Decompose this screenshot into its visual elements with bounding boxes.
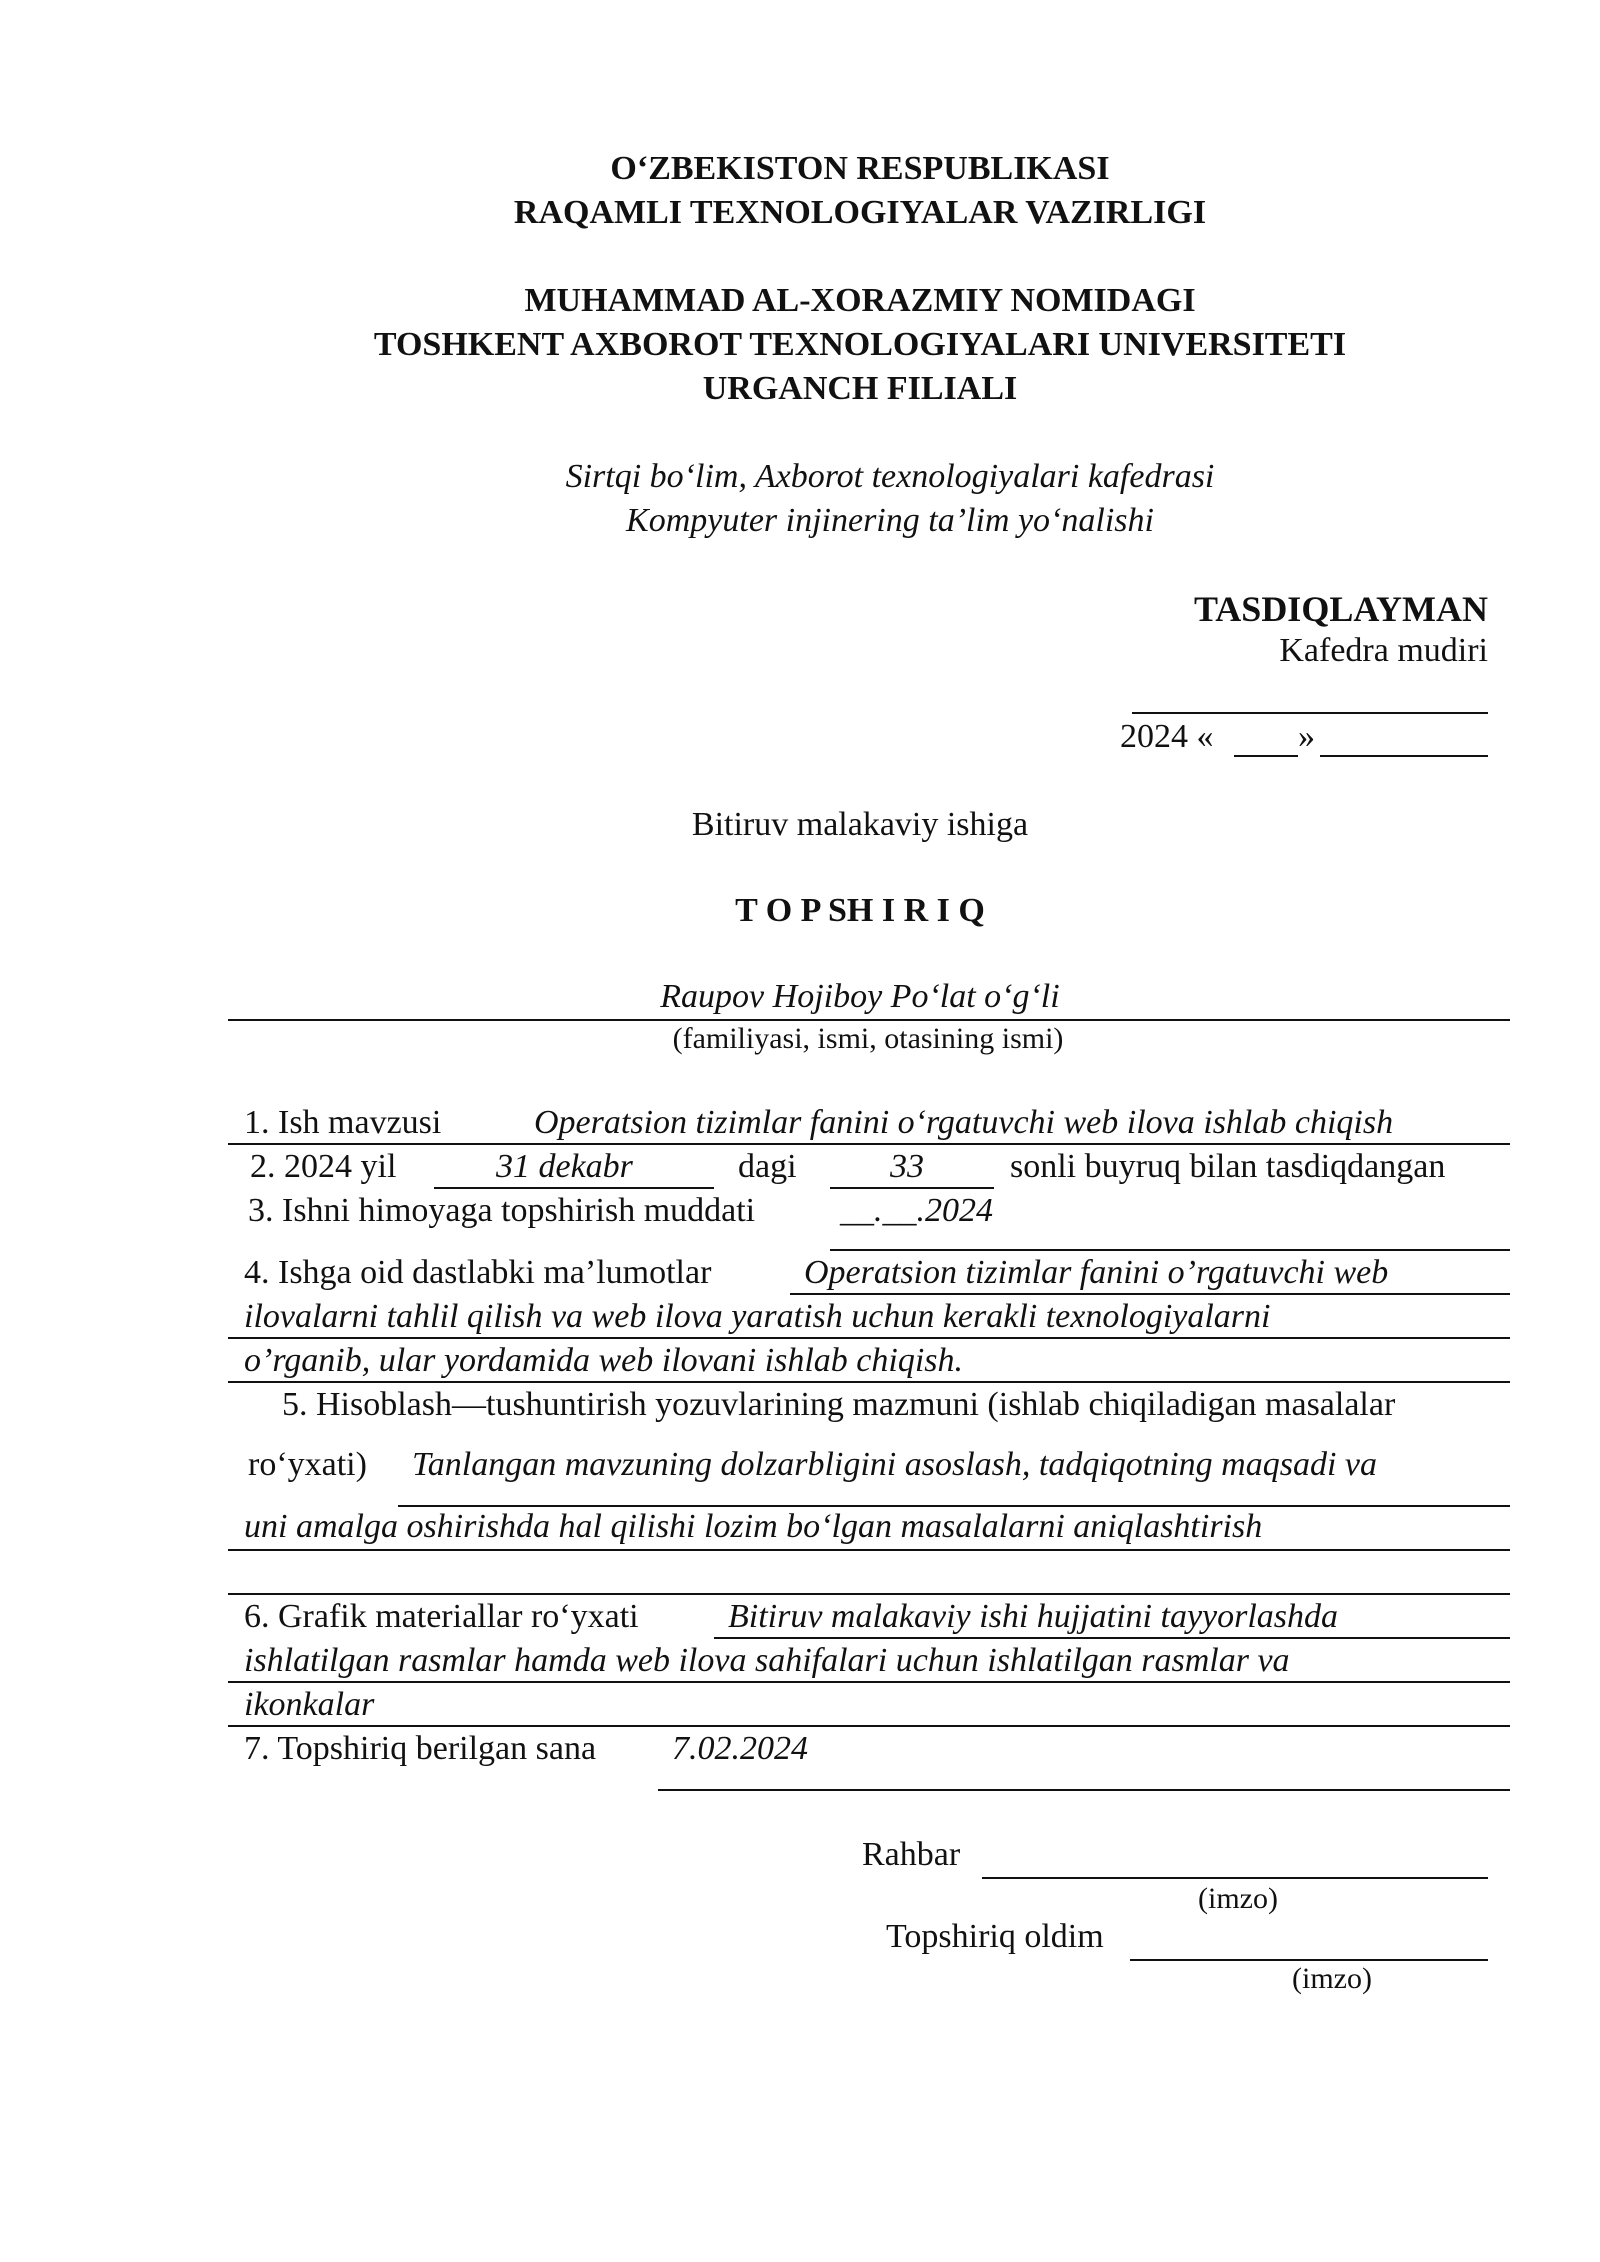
item5-line-3: [228, 1593, 1510, 1595]
doc-subtitle: Bitiruv malakaviy ishiga: [691, 806, 1029, 843]
item5-line-1: [398, 1505, 1510, 1507]
approval-month-line: [1320, 755, 1488, 757]
doc-title: T O P SH I R I Q: [735, 892, 985, 929]
item4-value-2: ilovalarni tahlil qilish va web ilova yaratish uchun kerakli texnologiyalarni: [244, 1298, 1271, 1335]
item7-line: [658, 1789, 1510, 1791]
item2-tail: sonli buyruq bilan tasdiqdangan: [1010, 1148, 1446, 1185]
item5-value-2: uni amalga oshirishda hal qilishi lozim bo‘lgan masalalarni aniqlashtirish: [244, 1508, 1263, 1545]
approval-role: Kafedra mudiri: [1279, 632, 1488, 669]
item2-number-line: [830, 1187, 994, 1189]
item1-value: Operatsion tizimlar fanini o‘rgatuvchi web ilova ishlab chiqish: [534, 1104, 1394, 1141]
item5-value-1: Tanlangan mavzuning dolzarbligini asoslash, tadqiqotning maqsadi va: [412, 1446, 1377, 1483]
approval-title: TASDIQLAYMAN: [1193, 589, 1488, 629]
approval-day-line: [1234, 755, 1298, 757]
header-country: O‘ZBEKISTON RESPUBLIKASI: [610, 150, 1110, 187]
header-ministry: RAQAMLI TEXNOLOGIYALAR VAZIRLIGI: [513, 194, 1207, 231]
header-university-2: TOSHKENT AXBOROT TEXNOLOGIYALARI UNIVERSITETI: [373, 326, 1347, 363]
received-signature-line: [1130, 1959, 1488, 1961]
student-name: Raupov Hojiboy Po‘lat o‘g‘li: [660, 978, 1060, 1015]
item2-label: 2. 2024 yil: [250, 1148, 397, 1185]
item4-line-3: [228, 1381, 1510, 1383]
item5-line-2: [228, 1549, 1510, 1551]
item6-line-2: [228, 1681, 1510, 1683]
received-caption: (imzo): [1292, 1962, 1372, 1995]
student-name-caption: (familiyasi, ismi, otasining ismi): [672, 1022, 1064, 1055]
item6-value-1: Bitiruv malakaviy ishi hujjatini tayyorlashda: [728, 1598, 1339, 1635]
item5-label-2: ro‘yxati): [248, 1446, 367, 1483]
item2-number: 33: [890, 1148, 924, 1185]
approval-signature-line: [1132, 712, 1488, 714]
item4-value-3: o’rganib, ular yordamida web ilovani ishlab chiqish.: [244, 1342, 964, 1379]
supervisor-label: Rahbar: [862, 1836, 961, 1873]
item4-line-1: [790, 1293, 1510, 1295]
item7-label: 7. Topshiriq berilgan sana: [244, 1730, 597, 1767]
item6-line-3: [228, 1725, 1510, 1727]
item6-value-3: ikonkalar: [244, 1686, 375, 1723]
item1-label: 1. Ish mavzusi: [244, 1104, 442, 1141]
item4-value-1: Operatsion tizimlar fanini o’rgatuvchi web: [804, 1254, 1389, 1291]
item1-line: [228, 1143, 1510, 1145]
item3-line: [830, 1249, 1510, 1251]
item7-value: 7.02.2024: [672, 1730, 808, 1767]
approval-year: 2024 «: [1120, 718, 1214, 755]
item2-date: 31 dekabr: [496, 1148, 633, 1185]
item2-mid: dagi: [738, 1148, 797, 1185]
item6-value-2: ishlatilgan rasmlar hamda web ilova sahifalari uchun ishlatilgan rasmlar va: [244, 1642, 1290, 1679]
item6-label: 6. Grafik materiallar ro‘yxati: [244, 1598, 639, 1635]
received-label: Topshiriq oldim: [886, 1918, 1104, 1955]
item4-label: 4. Ishga oid dastlabki ma’lumotlar: [244, 1254, 712, 1291]
item3-value: __.__.2024: [840, 1192, 993, 1229]
supervisor-signature-line: [982, 1877, 1488, 1879]
direction-line: Kompyuter injinering ta’lim yo‘nalishi: [626, 502, 1154, 539]
approval-close-quote: »: [1298, 718, 1315, 755]
item6-line-1: [714, 1637, 1510, 1639]
header-university-1: MUHAMMAD AL-XORAZMIY NOMIDAGI: [524, 282, 1196, 319]
supervisor-caption: (imzo): [1198, 1882, 1278, 1915]
item4-line-2: [228, 1337, 1510, 1339]
student-name-line: [228, 1019, 1510, 1021]
header-branch: URGANCH FILIALI: [702, 370, 1018, 407]
item3-label: 3. Ishni himoyaga topshirish muddati: [248, 1192, 756, 1229]
item2-date-line: [434, 1187, 714, 1189]
department-line: Sirtqi bo‘lim, Axborot texnologiyalari kafedrasi: [565, 458, 1215, 495]
item5-label-1: 5. Hisoblash—tushuntirish yozuvlarining mazmuni (ishlab chiqiladigan masalalar: [282, 1386, 1396, 1423]
